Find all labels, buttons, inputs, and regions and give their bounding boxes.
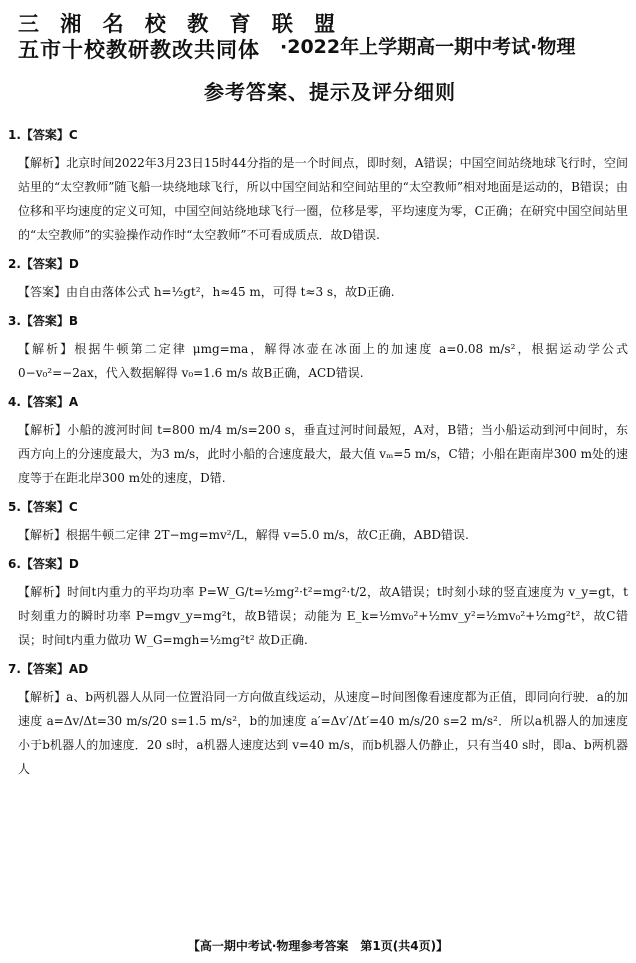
- analysis-text: 【解析】根据牛顿第二定律 μmg=ma，解得冰壶在冰面上的加速度 a=0.08 m/s²，根据运动学公式 0−v₀²=−2ax，代入数据解得 v₀=1.6 m/s 故B正确，ACD错误.: [18, 342, 628, 380]
- page-footer: 【高一期中考试·物理参考答案 第1页(共4页)】: [187, 939, 449, 953]
- analysis-text: 【答案】由自由落体公式 h=½gt²，h≈45 m，可得 t≈3 s，故D正确.: [18, 285, 395, 299]
- exam-title: ·2022年上学期高一期中考试·物理: [280, 36, 576, 58]
- question-7: [8, 662, 628, 781]
- answer-line: 2.【答案】D: [8, 257, 79, 271]
- answer-line: 3.【答案】B: [8, 314, 79, 328]
- question-2: [8, 257, 628, 304]
- answer-line: 4.【答案】A: [8, 395, 79, 409]
- document-subtitle: 参考答案、提示及评分细则: [204, 80, 456, 104]
- analysis-text: 【解析】a、b两机器人从同一位置沿同一方向做直线运动，从速度−时间图像看速度都为正值，即同向行驶．a的加速度 a=Δv/Δt=30 m/s/20 s=1.5 m/s²，b的加速度 a′=Δv′/Δt′=40 m/s/20 s=2 m/s²．所以a机器人的加速度小于b机器人的加速度．20 s时，a机器人速度达到 v=40 m/s，而b机器人仍静止，只有当40 s时，即a、b两机器人: [18, 690, 628, 776]
- question-4: [8, 395, 628, 490]
- analysis-text: 【解析】北京时间2022年3月23日15时44分指的是一个时间点，即时刻，A错误；中国空间站绕地球飞行时，空间站里的“太空教师”随飞船一块绕地球飞行，所以中国空间站和空间站里的“太空教师”相对地面是运动的，B错误；由位移和平均速度的定义可知，中国空间站绕地球飞行一圈，位移是零，平均速度为零，C正确；在研究中国空间站里的“太空教师”的实验操作动作时“太空教师”不可看成质点．故D错误.: [18, 156, 628, 242]
- analysis-text: 【解析】时间t内重力的平均功率 P=W_G/t=½mg²·t²=mg²·t/2，故A错误；t时刻小球的竖直速度为 v_y=gt，t时刻重力的瞬时功率 P=mgv_y=mg²t，故B错误；动能为 E_k=½mv₀²+½mv_y²=½mv₀²+½mg²t²，故C错误；时间t内重力做功 W_G=mgh=½mg²t² 故D正确.: [18, 585, 628, 647]
- analysis-text: 【解析】小船的渡河时间 t=800 m/4 m/s=200 s，垂直过河时间最短，A对，B错；当小船运动到河中间时，东西方向上的分速度最大，为3 m/s，此时小船的合速度最大，最大值 vₘ=5 m/s，C错；小船在距南岸300 m处的速度等于在距北岸300 m处的速度，D错.: [18, 423, 628, 485]
- answers-body: [8, 128, 628, 791]
- question-3: [8, 314, 628, 385]
- question-1: [8, 128, 628, 247]
- org-line-1: 三 湘 名 校 教 育 联 盟: [18, 12, 343, 36]
- org-line-2: 五市十校教研教改共同体: [18, 38, 260, 62]
- answer-line: 1.【答案】C: [8, 128, 78, 142]
- analysis-text: 【解析】根据牛顿二定律 2T−mg=mv²/L，解得 v=5.0 m/s，故C正确，ABD错误.: [18, 528, 469, 542]
- question-6: [8, 557, 628, 652]
- document-header: [18, 8, 628, 128]
- question-5: [8, 500, 628, 547]
- answer-line: 7.【答案】AD: [8, 662, 89, 676]
- answer-line: 5.【答案】C: [8, 500, 78, 514]
- answer-line: 6.【答案】D: [8, 557, 79, 571]
